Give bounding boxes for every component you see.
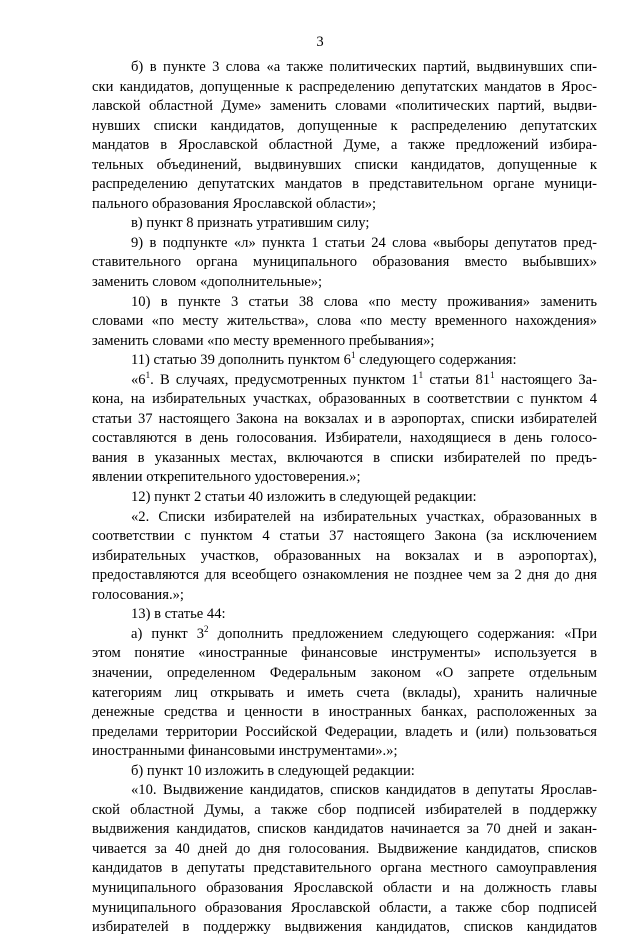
text-line xyxy=(92,899,597,919)
text-line xyxy=(92,644,597,664)
text-segment: а) пункт 3 xyxy=(131,625,205,642)
text-segment: тельных объединений, выдвинувших списки кандидатов, допущенные к xyxy=(92,156,597,173)
text-line xyxy=(92,703,597,723)
text-line xyxy=(92,820,597,840)
text-line xyxy=(92,586,597,606)
text-segment: кандидатов в депутаты представительного органа местного самоуправления xyxy=(92,860,597,877)
text-line xyxy=(92,390,597,410)
text-segment: ской областной Думы, а также сбор подписей избирателей в поддержку xyxy=(92,801,597,818)
superscript: 1 xyxy=(490,370,495,380)
text-line xyxy=(92,312,597,332)
text-segment: ски кандидатов, допущенные к распределению депутатских мандатов в Ярос- xyxy=(92,78,597,95)
text-segment: б) в пункте 3 слова «а также политических партий, выдвинувших спи- xyxy=(131,59,597,75)
text-line xyxy=(92,781,597,801)
text-line xyxy=(92,429,597,449)
text-segment: вания в указанных местах, включаются в списки избирателей по предъ- xyxy=(92,449,597,466)
text-line xyxy=(92,214,597,234)
text-line xyxy=(92,918,597,938)
text-line xyxy=(92,664,597,684)
page-number: 3 xyxy=(316,34,324,50)
text-line xyxy=(92,156,597,176)
text-segment: пределами территории Российской Федерации, владеть и (или) пользоваться xyxy=(92,723,597,740)
text-segment: категориям лиц открывать и иметь счета (вклады), хранить наличные xyxy=(92,684,597,701)
text-segment: распределению депутатских мандатов в представительном органе муници- xyxy=(92,176,597,193)
text-segment: 13) в статье 44: xyxy=(131,606,226,623)
text-segment: ставительного органа муниципального образования вместо выбывших» xyxy=(92,254,597,271)
text-segment: значении, определенном Федеральным законом «О запрете отдельным xyxy=(92,664,597,681)
text-segment: статьи 37 настоящего Закона на вокзалах и в аэропортах, списки избирателей xyxy=(92,410,597,427)
text-line xyxy=(92,351,597,371)
text-segment: в) пункт 8 признать утратившим силу; xyxy=(131,215,370,232)
text-segment: иностранными финансовыми инструментами».»; xyxy=(92,743,398,760)
text-line xyxy=(92,58,597,78)
text-segment: явлении открепительного удостоверения.»; xyxy=(92,469,361,486)
text-line xyxy=(92,371,597,391)
text-segment: «2. Списки избирателей на избирательных участках, образованных в xyxy=(131,508,597,525)
text-segment: 12) пункт 2 статьи 40 изложить в следующей редакции: xyxy=(131,489,477,506)
text-line xyxy=(92,97,597,117)
text-segment: настоящего За- xyxy=(494,371,597,388)
text-line xyxy=(92,801,597,821)
text-segment: муниципального образования Ярославской области и на должность главы xyxy=(92,879,597,896)
text-line xyxy=(92,410,597,430)
text-line xyxy=(92,547,597,567)
text-line xyxy=(92,195,597,215)
text-line xyxy=(92,723,597,743)
text-segment: «10. Выдвижение кандидатов, списков кандидатов в депутаты Ярослав- xyxy=(131,782,597,799)
text-segment: соответствии с пунктом 4 статьи 37 настоящего Закона (за исключением xyxy=(92,528,597,545)
text-line xyxy=(92,879,597,899)
text-segment: этом понятие «иностранные финансовые инструменты» используется в xyxy=(92,645,597,662)
text-line xyxy=(92,78,597,98)
text-segment: 9) в подпункте «л» пункта 1 статьи 24 слова «выборы депутатов пред- xyxy=(131,234,597,251)
text-line xyxy=(92,273,597,293)
text-line xyxy=(92,175,597,195)
text-line xyxy=(92,742,597,762)
superscript: 2 xyxy=(204,624,209,634)
text-segment: муниципального образования Ярославской области, а также сбор подписей xyxy=(92,899,597,916)
text-line xyxy=(92,508,597,528)
text-segment: дополнить предложением следующего содержания: «При xyxy=(208,625,597,642)
text-line xyxy=(92,605,597,625)
text-line xyxy=(92,136,597,156)
text-segment: следующего содержания: xyxy=(355,352,517,369)
text-line xyxy=(92,449,597,469)
text-segment: составляются в день голосования. Избиратели, находящиеся в день голосо- xyxy=(92,430,597,447)
text-segment: денежные средства и ценности в иностранных банках, расположенных за xyxy=(92,704,597,721)
text-segment: предоставляются для всеобщего ознакомления не позднее чем за 2 дня до дня xyxy=(92,567,597,584)
text-line xyxy=(92,117,597,137)
text-segment: голосования.»; xyxy=(92,586,184,603)
text-line xyxy=(92,859,597,879)
document-body xyxy=(92,58,597,938)
text-line xyxy=(92,468,597,488)
text-segment: избирателей в поддержку выдвижения кандидатов, списков кандидатов xyxy=(92,919,597,936)
text-segment: нувших списки кандидатов, допущенные к распределению депутатских xyxy=(92,117,597,134)
text-line xyxy=(92,293,597,313)
text-segment: чивается за 40 дней до дня голосования. Выдвижение кандидатов, списков xyxy=(92,840,597,857)
text-segment: . В случаях, предусмотренных пунктом 1 xyxy=(150,371,419,388)
text-line xyxy=(92,253,597,273)
text-segment: 10) в пункте 3 статьи 38 слова «по месту проживания» заменить xyxy=(131,293,597,310)
text-segment: заменить словами «по месту временного пребывания»; xyxy=(92,332,435,349)
text-segment: 11) статью 39 дополнить пунктом 6 xyxy=(131,352,351,369)
text-segment: словами «по месту жительства», слова «по месту временного нахождения» xyxy=(92,313,597,330)
text-line xyxy=(92,625,597,645)
text-line xyxy=(92,234,597,254)
text-segment: мандатов в Ярославской областной Думе, а также предложений избира- xyxy=(92,137,597,154)
text-segment: «6 xyxy=(131,371,146,388)
text-line xyxy=(92,566,597,586)
text-segment: выдвижения кандидатов, списков кандидатов начинается за 70 дней и закан- xyxy=(92,821,597,838)
text-line xyxy=(92,840,597,860)
text-segment: избирательных участков, образованных на вокзалах и в аэропортах), xyxy=(92,547,597,564)
text-segment: кона, на избирательных участках, образованных в соответствии с пунктом 4 xyxy=(92,391,597,408)
text-segment: лавской областной Думе» заменить словами «политических партий, выдви- xyxy=(92,98,597,115)
text-segment: пального образования Ярославской области»; xyxy=(92,195,377,212)
text-segment: заменить словом «дополнительные»; xyxy=(92,274,323,291)
superscript: 1 xyxy=(350,350,356,361)
text-segment: б) пункт 10 изложить в следующей редакции: xyxy=(131,762,415,779)
text-line xyxy=(92,488,597,508)
text-line xyxy=(92,762,597,782)
text-line xyxy=(92,332,597,352)
text-line xyxy=(92,527,597,547)
text-segment: статьи 81 xyxy=(423,371,491,388)
superscript: 1 xyxy=(145,370,151,380)
text-line xyxy=(92,684,597,704)
superscript: 1 xyxy=(418,370,424,380)
